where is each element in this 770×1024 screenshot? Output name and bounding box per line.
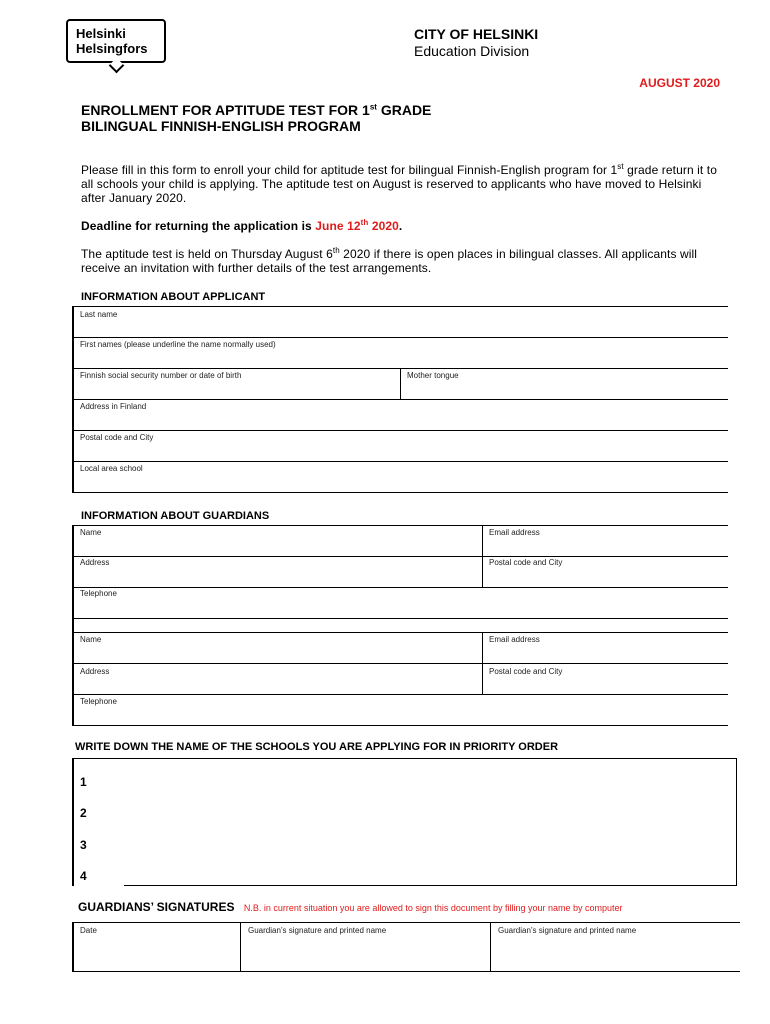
schools-heading: WRITE DOWN THE NAME OF THE SCHOOLS YOU ARE APPLYING FOR IN PRIORITY ORDER bbox=[75, 741, 559, 753]
guardian1-address-field[interactable]: Address bbox=[80, 558, 110, 567]
form-title: ENROLLMENT FOR APTITUDE TEST FOR 1st GRADE BILINGUAL FINNISH-ENGLISH PROGRAM bbox=[81, 102, 432, 134]
guardian1-email-field[interactable]: Email address bbox=[489, 528, 540, 537]
signatures-heading: GUARDIANS’ SIGNATURES N.B. in current situation you are allowed to sign this document by filling your name by computer bbox=[78, 900, 623, 914]
mother-tongue-field[interactable]: Mother tongue bbox=[407, 371, 459, 380]
guardian2-address-field[interactable]: Address bbox=[80, 667, 110, 676]
guardian2-telephone-field[interactable]: Telephone bbox=[80, 697, 117, 706]
school-priority-2[interactable]: 2 bbox=[80, 806, 87, 820]
organization-name: CITY OF HELSINKI bbox=[414, 26, 539, 42]
logo-line-2: Helsingfors bbox=[76, 41, 148, 56]
postal-field[interactable]: Postal code and City bbox=[80, 433, 154, 442]
first-names-field[interactable]: First names (please underline the name normally used) bbox=[80, 340, 276, 349]
guardian2-signature-field[interactable]: Guardian’s signature and printed name bbox=[498, 926, 637, 935]
logo-line-1: Helsinki bbox=[76, 26, 126, 41]
last-name-field[interactable]: Last name bbox=[80, 310, 118, 319]
guardian1-signature-field[interactable]: Guardian’s signature and printed name bbox=[248, 926, 387, 935]
guardian2-email-field[interactable]: Email address bbox=[489, 635, 540, 644]
address-field[interactable]: Address in Finland bbox=[80, 402, 147, 411]
deadline-line: Deadline for returning the application is June 12th 2020. bbox=[81, 218, 403, 233]
school-priority-1[interactable]: 1 bbox=[80, 775, 87, 789]
applicant-heading: INFORMATION ABOUT APPLICANT bbox=[81, 291, 266, 303]
guardian1-telephone-field[interactable]: Telephone bbox=[80, 589, 117, 598]
signature-note: N.B. in current situation you are allowed to sign this document by filling your name by computer bbox=[243, 903, 623, 913]
intro-paragraph: Please fill in this form to enroll your child for aptitude test for bilingual Finnish-English program for 1st grade return it to all schools your child is applying. The aptitude test on August is reserved to applicants who have moved to Helsinki after January 2020. bbox=[81, 162, 718, 205]
guardian2-name-field[interactable]: Name bbox=[80, 635, 102, 644]
guardian1-name-field[interactable]: Name bbox=[80, 528, 102, 537]
school-priority-3[interactable]: 3 bbox=[80, 838, 87, 852]
school-priority-4[interactable]: 4 bbox=[80, 869, 87, 883]
ssn-field[interactable]: Finnish social security number or date of birth bbox=[80, 371, 242, 380]
document-date: AUGUST 2020 bbox=[639, 76, 720, 90]
test-info-paragraph: The aptitude test is held on Thursday August 6th 2020 if there is open places in bilingual classes. All applicants will receive an invitation with further details of the test arrangements. bbox=[81, 246, 698, 275]
signature-date-field[interactable]: Date bbox=[80, 926, 97, 935]
division-name: Education Division bbox=[414, 43, 530, 59]
local-school-field[interactable]: Local area school bbox=[80, 464, 143, 473]
guardians-heading: INFORMATION ABOUT GUARDIANS bbox=[81, 510, 270, 522]
guardian2-postal-field[interactable]: Postal code and City bbox=[489, 667, 563, 676]
guardian1-postal-field[interactable]: Postal code and City bbox=[489, 558, 563, 567]
